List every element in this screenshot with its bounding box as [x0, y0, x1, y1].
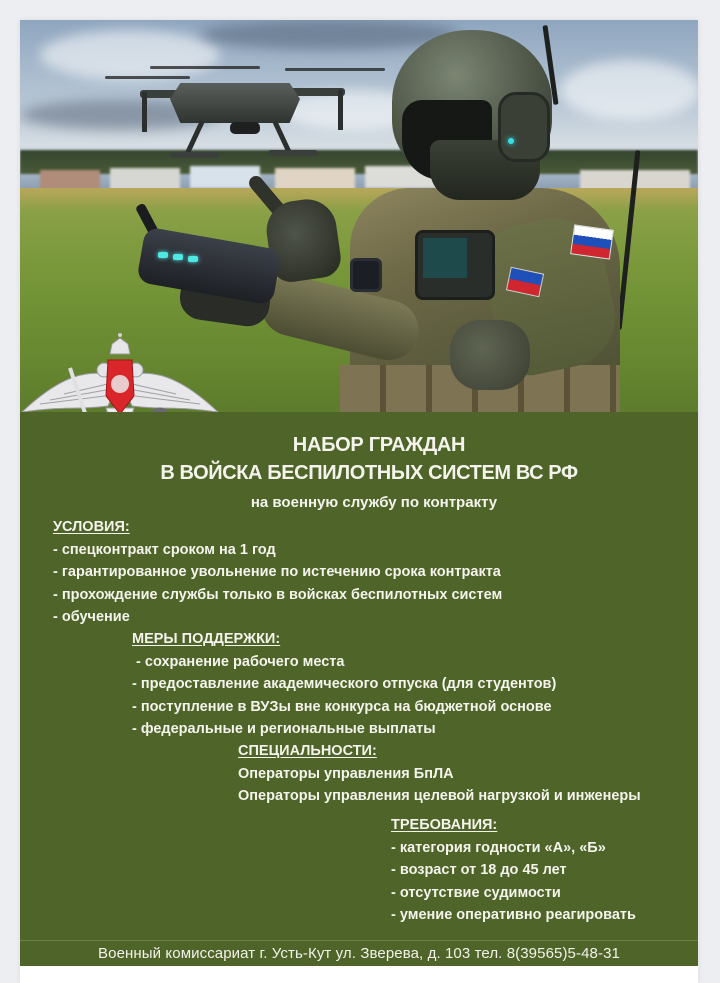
- rotor: [150, 66, 260, 69]
- drone-body: [170, 83, 300, 123]
- conditions-heading: УСЛОВИЯ:: [53, 519, 130, 535]
- building: [275, 168, 355, 190]
- list-item: - федеральные и региональные выплаты: [132, 721, 436, 737]
- list-item: - возраст от 18 до 45 лет: [391, 862, 567, 878]
- poster-title-line2: В ВОЙСКА БЕСПИЛОТНЫХ СИСТЕМ ВС РФ: [160, 462, 578, 484]
- status-light-icon: [508, 138, 514, 144]
- specialties-heading: СПЕЦИАЛЬНОСТИ:: [238, 743, 377, 759]
- poster-title: НАБОР ГРАЖДАН: [292, 434, 466, 456]
- cloud: [40, 30, 220, 80]
- list-item: - сохранение рабочего места: [132, 653, 345, 670]
- list-item: - умение оперативно реагировать: [391, 907, 636, 923]
- building: [110, 168, 180, 190]
- list-item: - спецконтракт сроком на 1 год: [53, 541, 276, 558]
- support-section: [132, 628, 556, 741]
- list-item: - поступление в ВУЗы вне конкурса на бюджетной основе: [132, 698, 552, 715]
- chest-screen: [423, 238, 467, 278]
- list-item: - отсутствие судимости: [391, 884, 561, 901]
- list-item: - обучение: [53, 609, 130, 625]
- list-item: - предоставление академического отпуска (для студентов): [132, 676, 557, 692]
- elbow-pad: [450, 320, 530, 390]
- list-item: - прохождение службы только в войсках беспилотных систем: [53, 586, 503, 603]
- list-item: - категория годности «А», «Б»: [391, 839, 606, 856]
- contact-footer: Военный комиссариат г. Усть-Кут ул. Зверева, д. 103 тел. 8(39565)5-48-31: [20, 940, 698, 966]
- info-panel: [20, 412, 698, 940]
- specialties-section: [238, 740, 641, 808]
- russia-flag-patch: [570, 224, 614, 259]
- drone-camera: [230, 122, 260, 134]
- list-item: Операторы управления БпЛА: [238, 765, 454, 782]
- smartwatch: [350, 258, 382, 292]
- blank-area: [20, 966, 698, 983]
- support-heading: МЕРЫ ПОДДЕРЖКИ:: [132, 631, 281, 647]
- list-item: - гарантированное увольнение по истечению срока контракта: [53, 564, 501, 580]
- requirements-heading: ТРЕБОВАНИЯ:: [391, 817, 498, 833]
- cloud: [560, 60, 698, 120]
- rotor: [285, 68, 385, 71]
- rotor: [105, 76, 190, 79]
- poster-subtitle: на военную службу по контракту: [250, 494, 498, 511]
- list-item: Операторы управления целевой нагрузкой и инженеры: [238, 788, 641, 804]
- headset: [498, 92, 550, 162]
- conditions-section: [53, 516, 502, 629]
- requirements-section: [391, 814, 636, 927]
- recruitment-poster: [20, 20, 698, 983]
